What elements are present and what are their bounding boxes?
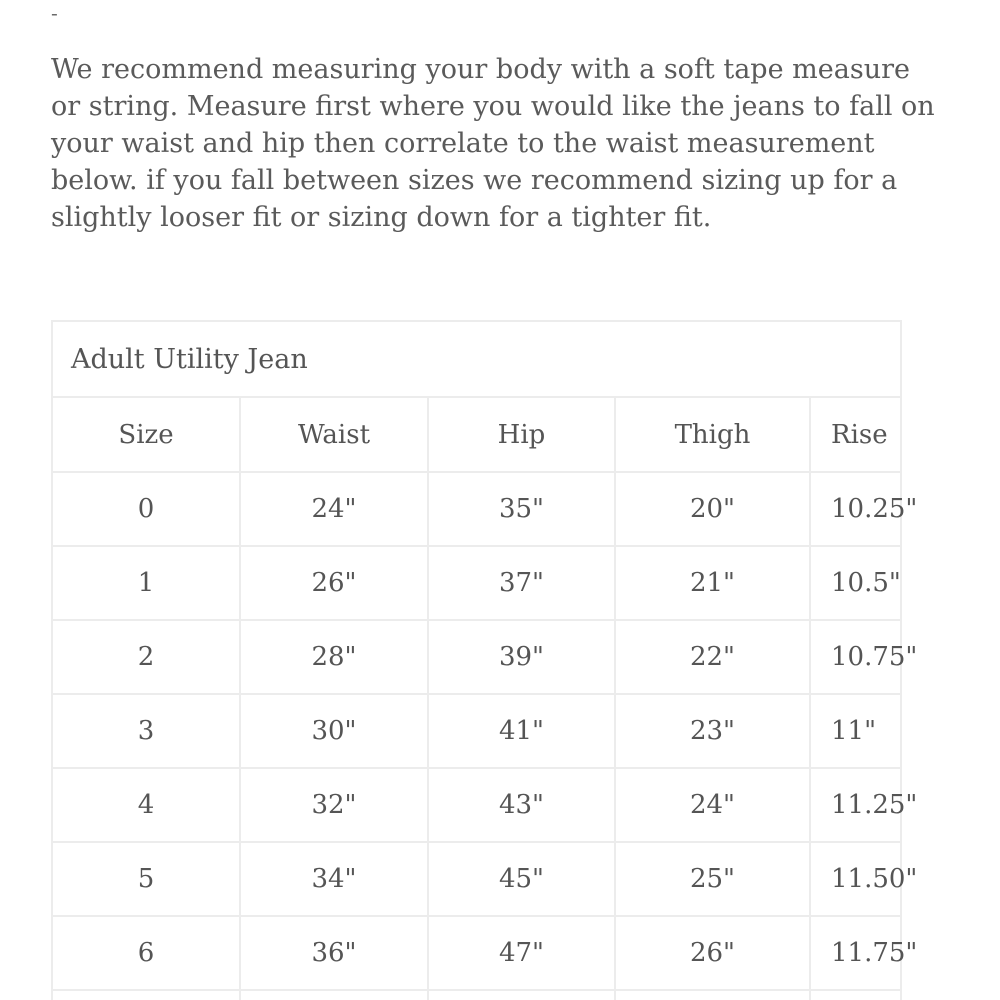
cell-size: 5 bbox=[53, 842, 240, 916]
size-chart-container bbox=[51, 320, 918, 1000]
cell-hip: 37" bbox=[428, 546, 615, 620]
cell-rise: 10.25" bbox=[810, 472, 902, 546]
cell-thigh: 23" bbox=[615, 694, 810, 768]
size-chart-table bbox=[53, 398, 918, 1000]
cell-waist: 36" bbox=[240, 916, 428, 990]
cell-thigh: 25" bbox=[615, 842, 810, 916]
cell-thigh: 26" bbox=[615, 916, 810, 990]
cell-hip: 43" bbox=[428, 768, 615, 842]
cell-empty bbox=[53, 990, 240, 1000]
cell-rise: 11.75" bbox=[810, 916, 902, 990]
table-row bbox=[53, 916, 902, 990]
cell-thigh: 24" bbox=[615, 768, 810, 842]
cell-hip: 47" bbox=[428, 916, 615, 990]
cell-hip: 35" bbox=[428, 472, 615, 546]
table-row bbox=[53, 768, 902, 842]
cell-rise: 11" bbox=[810, 694, 902, 768]
cell-rise: 11.50" bbox=[810, 842, 902, 916]
cell-waist: 28" bbox=[240, 620, 428, 694]
cell-waist: 30" bbox=[240, 694, 428, 768]
table-row bbox=[53, 620, 902, 694]
cell-hip: 39" bbox=[428, 620, 615, 694]
cell-size: 0 bbox=[53, 472, 240, 546]
cell-rise: 10.5" bbox=[810, 546, 902, 620]
header-hip: Hip bbox=[428, 398, 615, 472]
header-rise: Rise bbox=[810, 398, 902, 472]
top-dash: - bbox=[51, 1, 58, 25]
cell-hip: 45" bbox=[428, 842, 615, 916]
cell-thigh: 21" bbox=[615, 546, 810, 620]
cell-empty bbox=[240, 990, 428, 1000]
cell-size: 3 bbox=[53, 694, 240, 768]
table-row bbox=[53, 472, 902, 546]
table-row bbox=[53, 842, 902, 916]
cell-waist: 26" bbox=[240, 546, 428, 620]
table-row bbox=[53, 990, 902, 1000]
cell-rise: 11.25" bbox=[810, 768, 902, 842]
cell-empty bbox=[428, 990, 615, 1000]
cell-size: 6 bbox=[53, 916, 240, 990]
size-chart-title: Adult Utility Jean bbox=[53, 322, 900, 398]
cell-size: 2 bbox=[53, 620, 240, 694]
header-waist: Waist bbox=[240, 398, 428, 472]
cell-hip: 41" bbox=[428, 694, 615, 768]
cell-size: 4 bbox=[53, 768, 240, 842]
header-row bbox=[53, 398, 902, 472]
table-row bbox=[53, 694, 902, 768]
cell-empty bbox=[810, 990, 902, 1000]
cell-waist: 24" bbox=[240, 472, 428, 546]
measuring-instructions: We recommend measuring your body with a soft tape measure or string. Measure first where you would like the jeans to fall on your waist and hip then correlate to the waist measurement below. if you fall between sizes we recommend sizing up for a slightly looser fit or sizing down for a tighter fit. bbox=[51, 54, 935, 233]
header-size: Size bbox=[53, 398, 240, 472]
cell-empty bbox=[615, 990, 810, 1000]
header-thigh: Thigh bbox=[615, 398, 810, 472]
cell-waist: 32" bbox=[240, 768, 428, 842]
cell-waist: 34" bbox=[240, 842, 428, 916]
cell-thigh: 20" bbox=[615, 472, 810, 546]
cell-thigh: 22" bbox=[615, 620, 810, 694]
table-row bbox=[53, 546, 902, 620]
cell-size: 1 bbox=[53, 546, 240, 620]
cell-rise: 10.75" bbox=[810, 620, 902, 694]
